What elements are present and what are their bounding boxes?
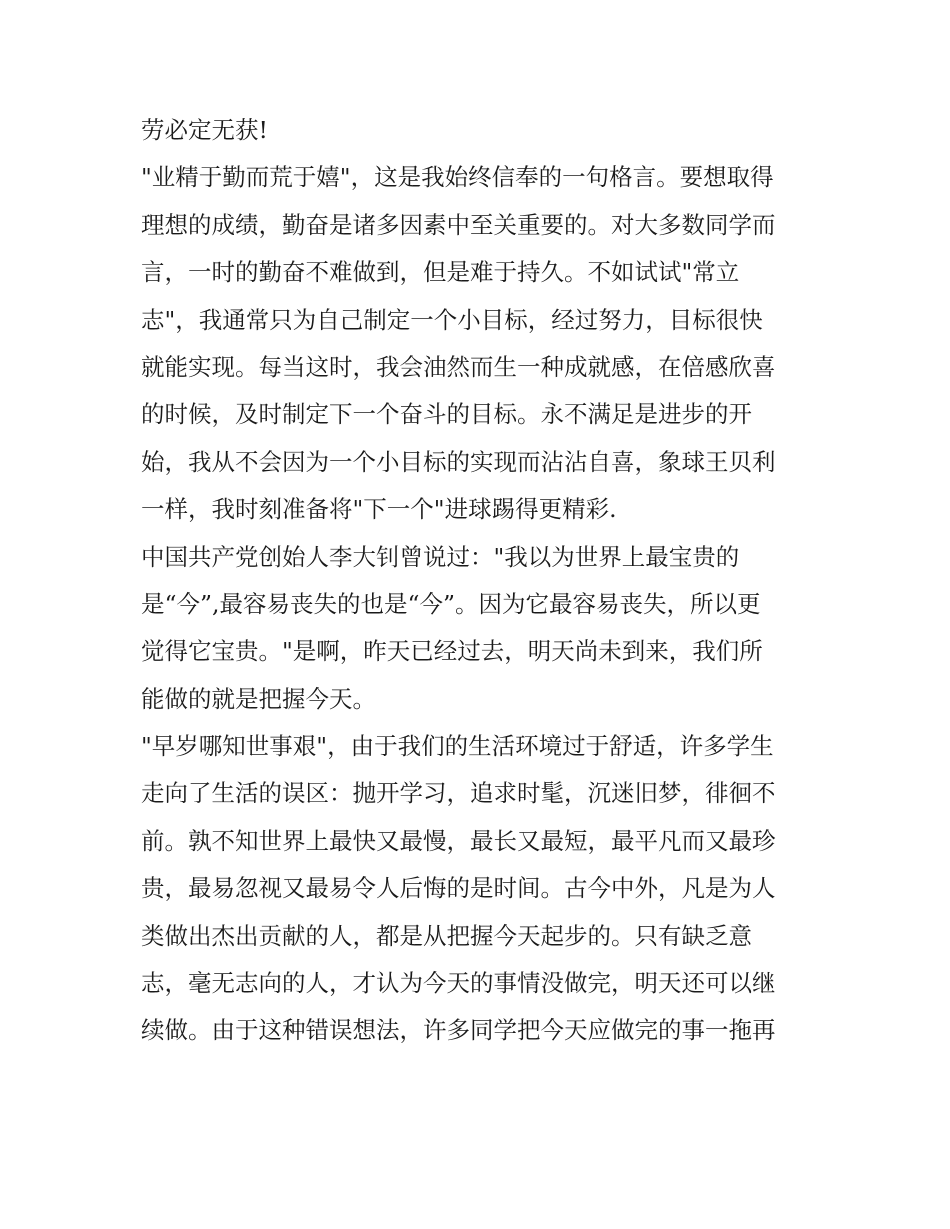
text-line-6: 就能实现。每当这时，我会油然而生一种成就感，在倍感欣喜 xyxy=(141,352,776,381)
text-line-20: 续做。由于这种错误想法，许多同学把今天应做完的事一拖再 xyxy=(141,1016,776,1045)
text-line-16: 前。孰不知世界上最快又最慢，最长又最短，最平凡而又最珍 xyxy=(141,826,776,855)
text-line-3: 理想的成绩，勤奋是诸多因素中至关重要的。对大多数同学而 xyxy=(141,210,776,239)
text-line-9: 一样，我时刻准备将"下一个"进球踢得更精彩. xyxy=(141,495,617,524)
text-line-19: 志，毫无志向的人，才认为今天的事情没做完，明天还可以继 xyxy=(141,969,776,998)
document-body xyxy=(141,107,813,1055)
text-line-5: 志"，我通常只为自己制定一个小目标，经过努力，目标很快 xyxy=(141,305,763,334)
text-line-2: "业精于勤而荒于嬉"，这是我始终信奉的一句格言。要想取得 xyxy=(141,163,774,192)
text-line-15: 走向了生活的误区：抛开学习，追求时髦，沉迷旧梦，徘徊不 xyxy=(141,779,776,808)
text-line-17: 贵，最易忽视又最易令人后悔的是时间。古今中外，凡是为人 xyxy=(141,874,776,903)
text-line-8: 始，我从不会因为一个小目标的实现而沾沾自喜，象球王贝利 xyxy=(141,447,776,476)
text-line-12: 觉得它宝贵。"是啊，昨天已经过去，明天尚未到来，我们所 xyxy=(141,637,763,666)
text-line-14: "早岁哪知世事艰"，由于我们的生活环境过于舒适，许多学生 xyxy=(141,732,774,761)
text-line-10: 中国共产党创始人李大钊曾说过："我以为世界上最宝贵的 xyxy=(141,542,740,571)
text-line-18: 类做出杰出贡献的人，都是从把握今天起步的。只有缺乏意 xyxy=(141,921,752,950)
text-line-1: 劳必定无获! xyxy=(141,116,268,144)
text-line-11: 是“今”,最容易丧失的也是“今”。因为它最容易丧失，所以更 xyxy=(141,589,761,618)
text-line-4: 言，一时的勤奋不难做到，但是难于持久。不如试试"常立 xyxy=(141,258,740,287)
text-line-13: 能做的就是把握今天。 xyxy=(141,684,376,713)
text-line-7: 的时候，及时制定下一个奋斗的目标。永不满足是进步的开 xyxy=(141,400,752,429)
